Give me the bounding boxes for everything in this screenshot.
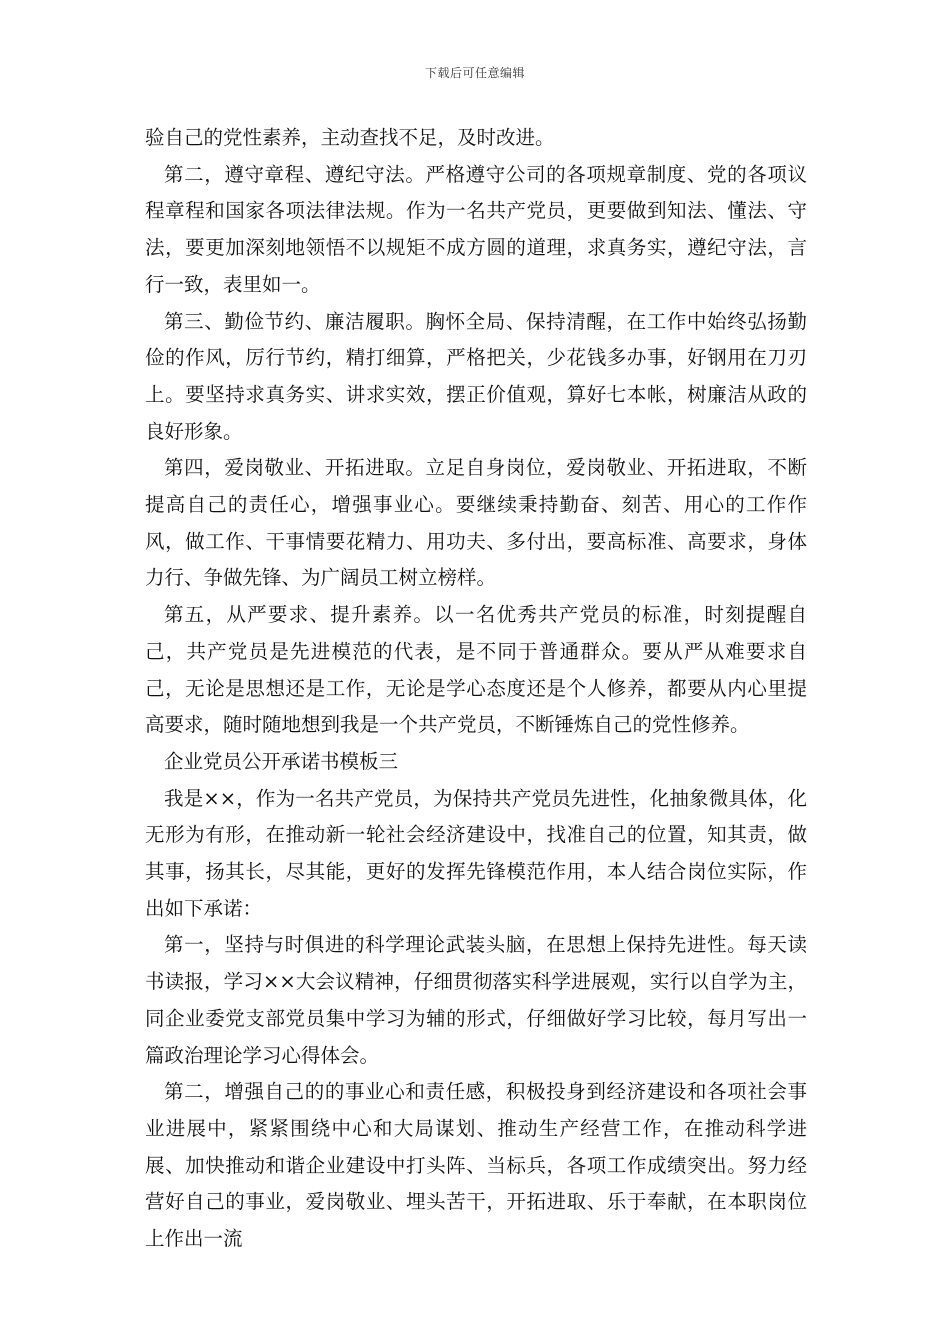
page-header-note: 下载后可任意编辑 — [424, 66, 525, 80]
paragraph-second-abide-rules: 第二，遵守章程、遵纪守法。严格遵守公司的各项规章制度、党的各项议程章程和国家各项法律法规。作为一名共产党员，更要做到知法、懂法、守法，要更加深刻地领悟不以规矩不成方圆的道理，求真务实，遵纪守法，言行一致，表里如一。 — [145, 162, 807, 296]
paragraph-fourth-dedication: 第四，爱岗敬业、开拓进取。立足自身岗位，爱岗敬业、开拓进取，不断提高自己的责任心，增强事业心。要继续秉持勤奋、刻苦、用心的工作作风，做工作、干事情要花精力、用功夫、多付出，要高标准、高要求，身体力行、争做先锋、为广阔员工树立榜样。 — [145, 456, 807, 590]
section-heading: 企业党员公开承诺书模板三 — [164, 749, 399, 773]
paragraph-second-career-responsibility: 第二，增强自己的的事业心和责任感，积极投身到经济建设和各项社会事业进展中，紧紧围绕中心和大局谋划、推动生产经营工作，在推动科学进展、加快推动和谐企业建设中打头阵、当标兵，各项工作成绩突出。努力经营好自己的事业，爱岗敬业、埋头苦干，开拓进取、乐于奉献，在本职岗位上作出一流 — [145, 1080, 807, 1251]
paragraph-continuation: 验自己的党性素养，主动查找不足，及时改进。 — [145, 126, 555, 149]
paragraph-third-thrift-integrity: 第三、勤俭节约、廉洁履职。胸怀全局、保持清醒，在工作中始终弘扬勤俭的作风，厉行节约，精打细算，严格把关，少花钱多办事，好钢用在刀刃上。要坚持求真务实、讲求实效，摆正价值观，算好七本帐，树廉洁从政的良好形象。 — [145, 309, 807, 443]
document-body — [145, 120, 807, 1258]
paragraph-first-theory-study: 第一，坚持与时俱进的科学理论武装头脑，在思想上保持先进性。每天读书读报，学习××大会议精神，仔细贯彻落实科学进展观，实行以自学为主，同企业委党支部党员集中学习为辅的形式，仔细做好学习比较，每月写出一篇政治理论学习心得体会。 — [145, 933, 807, 1067]
paragraph-fifth-strict-requirements: 第五，从严要求、提升素养。以一名优秀共产党员的标准，时刻提醒自己，共产党员是先进模范的代表，是不同于普通群众。要从严从难要求自己，无论是思想还是工作，无论是学心态度还是个人修养，都要从内心里提高要求，随时随地想到我是一个共产党员，不断锤炼自己的党性修养。 — [145, 603, 807, 737]
paragraph-pledge-intro: 我是××，作为一名共产党员，为保持共产党员先进性，化抽象微具体，化无形为有形，在推动新一轮社会经济建设中，找准自己的位置，知其责，做其事，扬其长，尽其能，更好的发挥先锋模范作用，本人结合岗位实际，作出如下承诺： — [145, 786, 807, 920]
